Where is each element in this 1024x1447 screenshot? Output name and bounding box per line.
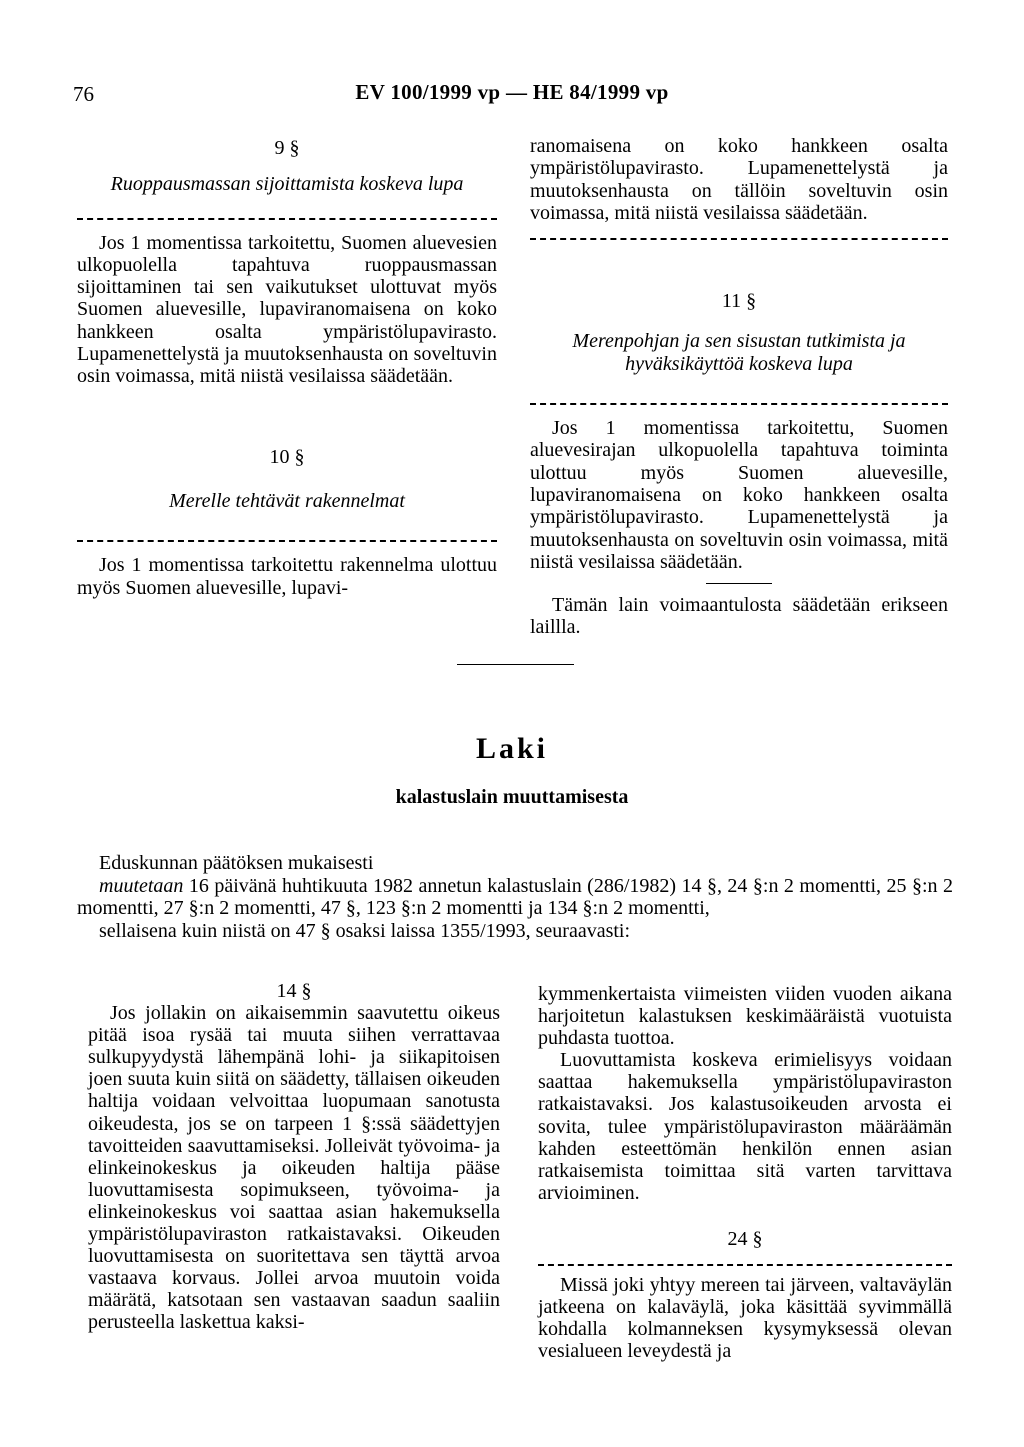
section-10-title: Merelle tehtävät rakennelmat (169, 489, 405, 512)
section-11-number: 11 § (721, 290, 757, 313)
section-9-title: Ruoppausmassan sijoittamista koskeva lupa (110, 173, 464, 196)
section-11-text: Jos 1 momentissa tarkoitettu, Suomen aluevesirajan ulkopuolella tapahtuva toiminta ulottuu myös Suomen aluevesille, lupaviranomaisena on koko hankkeen osalta ympäristölupavirasto. Lupamenettelystä ja muutoksenhausta on soveltuvin osin voimassa, mitä niistä vesilaissa säädetään. (530, 417, 948, 573)
continued-text: ranomaisena on koko hankkeen osalta ympäristölupavirasto. Lupamenettelystä ja muutoksenhausta on tällöin soveltuvin osin voimassa, mitä niistä vesilaissa säädetään. (530, 135, 948, 224)
running-title: EV 100/1999 vp — HE 84/1999 vp (355, 80, 669, 104)
entry-into-force-text: Tämän lain voimaantulosta säädetään erikseen laillla. (530, 594, 948, 639)
section-11-title: Merenpohjan ja sen sisustan tutkimista ja hyväksikäyttöä koskeva lupa (572, 330, 906, 375)
section-10-number: 10 § (269, 445, 305, 468)
omission-dashes (538, 1264, 952, 1266)
preamble-verb: muutetaan (99, 874, 184, 897)
section-10-text: Jos 1 momentissa tarkoitettu rakennelma ulottuu myös Suomen aluevesille, lupavi- (77, 554, 497, 599)
section-9-number: 9 § (274, 137, 300, 159)
law-title: Laki (475, 732, 549, 765)
omission-dashes (77, 540, 497, 542)
bottom-right-column (538, 983, 952, 1362)
omission-dashes (530, 403, 948, 405)
bottom-left-column (88, 980, 500, 1334)
section-24-number: 24 § (727, 1227, 763, 1250)
page-number: 76 (73, 82, 94, 106)
section-24-text: Missä joki yhtyy mereen tai järveen, valtaväylän jatkeena on kalaväylä, joka käsittää syvimmällä kohdalla kolmanneksen kysymyksessä olevan vesialueen leveydestä ja (538, 1274, 952, 1363)
omission-dashes (530, 238, 948, 240)
separator-rule (457, 664, 574, 665)
preamble-line: sellaisena kuin niistä on 47 § osaksi laissa 1355/1993, seuraavasti: (99, 919, 631, 942)
section-14-text: Jos jollakin on aikaisemmin saavutettu oikeus pitää isoa rysää tai muuta siihen verrattavaa sulkupyydystä lähempänä lohi- ja siikapitoisen joen suuta kuin siitä on säädetty, tällaisen oikeuden haltija voidaan velvoittaa luopumaan sanotusta oikeudesta, jos se on tarpeen 1 §:ssä säädettyjen tavoitteiden saavuttamiseksi. Jolleivät työvoima- ja elinkeinokeskus ja oikeuden haltija pääse luovuttamisesta sopimukseen, työvoima- ja elinkeinokeskus voi saattaa asian hakemuksella ympäristölupaviraston ratkaistavaksi. Oikeuden luovuttamisesta on suoritettava sen täyttä arvoa vastaava korvaus. Jollei arvoa muutoin voida määrätä, katsotaan sen vastaavan saadun saaliin perusteella laskettua kaksi- (88, 1002, 500, 1334)
law-preamble (77, 852, 953, 942)
section-9-text: Jos 1 momentissa tarkoitettu, Suomen aluevesien ulkopuolella tapahtuva ruoppausmassan sijoittaminen tai sen vaikutukset ulottuvat myös Suomen aluevesille, lupaviranomaisena on koko hankkeen osalta ympäristölupavirasto. Lupamenettelystä ja muutoksenhausta on soveltuvin osin voimassa, mitä niistä vesilaissa säädetään. (77, 231, 497, 388)
left-column (77, 137, 497, 599)
separator-rule (706, 583, 772, 584)
preamble-amended-text: 16 päivänä huhtikuuta 1982 annetun kalastuslain (286/1982) 14 §, 24 §:n 2 momentti, 25 §:n 2 momentti, 27 §:n 2 momentti, 47 §, 123 §:n 2 momentti ja 134 §:n 2 momentti, (77, 874, 953, 919)
paragraph: Luovuttamista koskeva erimielisyys voidaan saattaa hakemuksella ympäristölupaviraston ratkaistavaksi. Jos kalastusoikeuden arvosta ei sovita, tulee ympäristölupaviraston määräämän kahden esteettömän henkilön ennen asian ratkaisemista toimittaa sitä varten tarvittava arvioiminen. (538, 1049, 952, 1204)
law-subtitle: kalastuslain muuttamisesta (395, 786, 629, 808)
section-14-number: 14 § (276, 980, 312, 1002)
right-column (530, 135, 948, 639)
continued-text: kymmenkertaista viimeisten viiden vuoden aikana harjoitetun kalastuksen keskimääräistä vuotuista puhdasta tuottoa. (538, 983, 952, 1050)
preamble-amended (77, 875, 953, 920)
omission-dashes (77, 218, 497, 220)
preamble-line: Eduskunnan päätöksen mukaisesti (99, 852, 374, 874)
